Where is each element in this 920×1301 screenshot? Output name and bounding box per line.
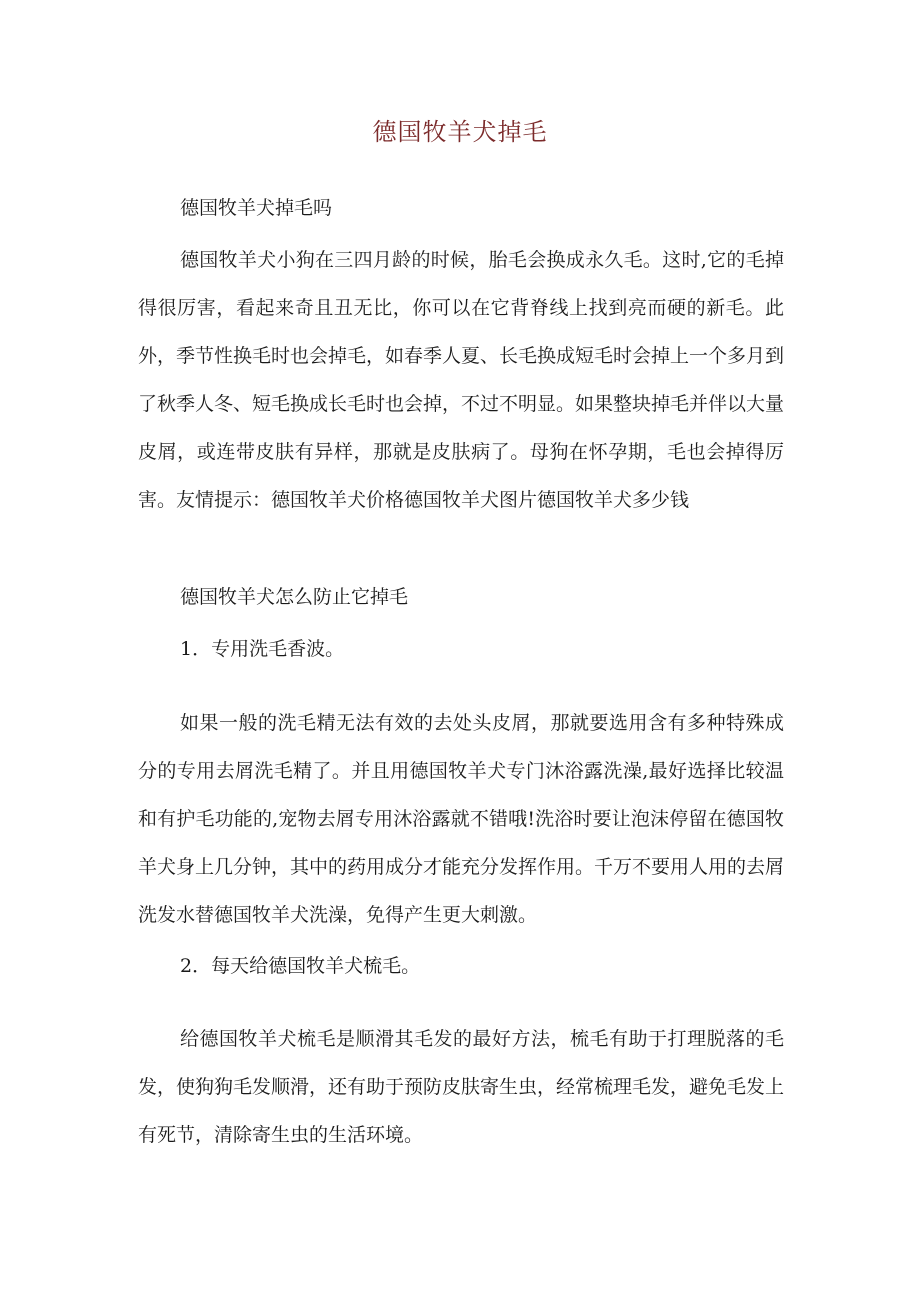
paragraph-brushing: 给德国牧羊犬梳毛是顺滑其毛发的最好方法，梳毛有助于打理脱落的毛发，使狗狗毛发顺滑，还有助于预防皮肤寄生虫，经常梳理毛发，避免毛发上有死节，清除寄生虫的生活环境。 (138, 1028, 785, 1146)
paragraph-shampoo: 如果一般的洗毛精无法有效的去处头皮屑，那就要选用含有多种特殊成分的专用去屑洗毛精了。并且用德国牧羊犬专门沐浴露洗澡,最好选择比较温和有护毛功能的,宠物去屑专用沐浴露就不错哦!洗浴时要让泡沫停留在德国牧羊犬身上几分钟，其中的药用成分才能充分发挥作用。千万不要用人用的去屑洗发水替德国牧羊犬洗澡，免得产生更大刺激。 (138, 712, 785, 926)
paragraph-shedding-causes: 德国牧羊犬小狗在三四月龄的时候，胎毛会换成永久毛。这时,它的毛掉得很厉害，看起来奇且丑无比，你可以在它背脊线上找到亮而硬的新毛。此外，季节性换毛时也会掉毛，如春季人夏、长毛换成短毛时会掉上一个多月到了秋季人冬、短毛换成长毛时也会掉，不过不明显。如果整块掉毛并伴以大量皮屑，或连带皮肤有异样，那就是皮肤病了。母狗在怀孕期，毛也会掉得厉害。友情提示：德国牧羊犬价格德国牧羊犬图片德国牧羊犬多少钱 (138, 249, 785, 511)
list-item-shampoo: 1．专用洗毛香波。 (180, 638, 345, 660)
list-item-brushing: 2．每天给德国牧羊犬梳毛。 (180, 955, 421, 977)
section-heading-shedding: 德国牧羊犬掉毛吗 (180, 197, 333, 219)
section-heading-prevention: 德国牧羊犬怎么防止它掉毛 (180, 586, 409, 608)
document-title: 德国牧羊犬掉毛 (372, 118, 548, 146)
